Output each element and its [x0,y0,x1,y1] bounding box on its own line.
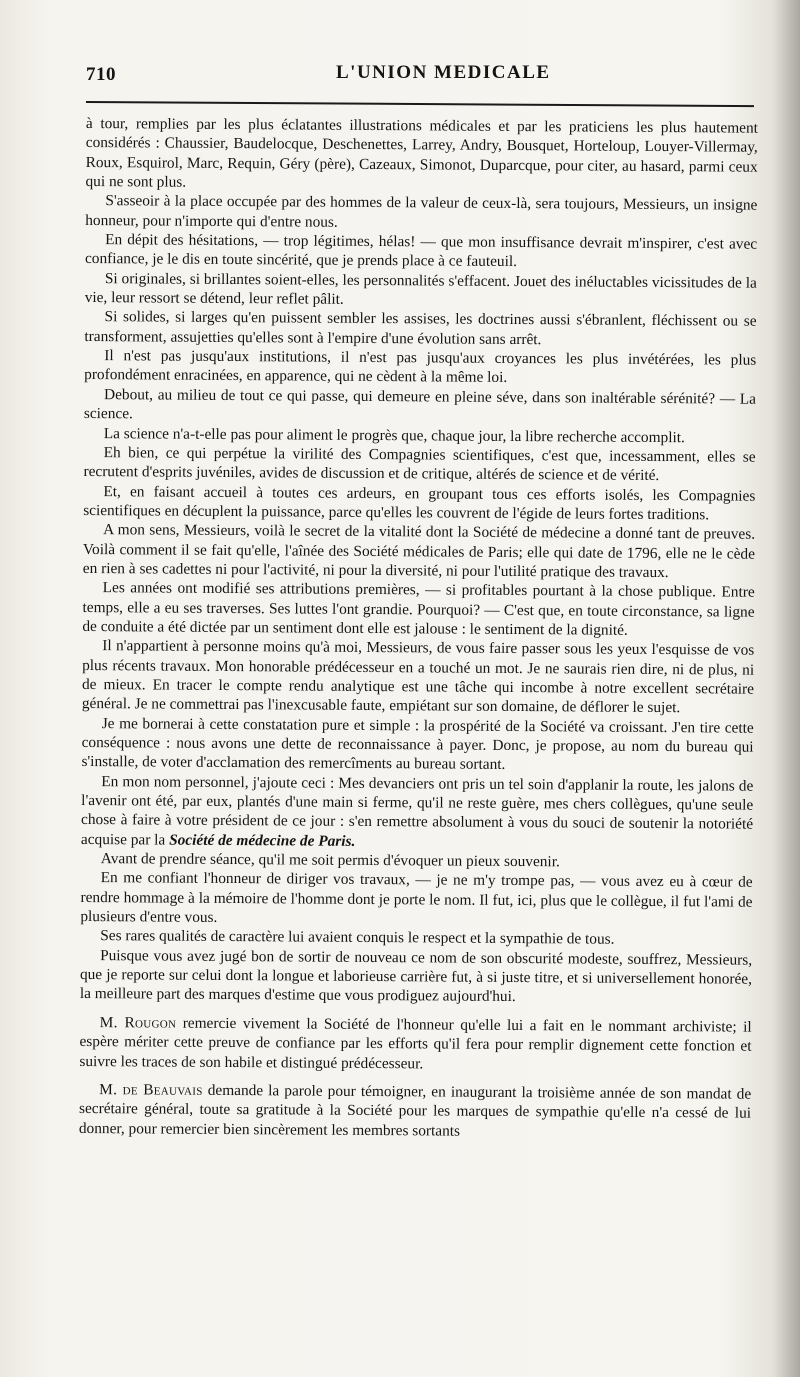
speaker-text: remercie vivement la Société de l'honneur qu'elle lui a fait en le nommant archiviste; il espère mériter cette preuve de confiance par les efforts qu'il fera pour remplir dignement cette fonction et suivre les traces de son habile et distingué prédécesseur. [79,1014,752,1072]
paragraph: Debout, au milieu de tout ce qui passe, qui demeure en pleine séve, dans son inaltérable sérénité? — La science. [83,385,757,423]
page-header [86,62,766,90]
paragraph: à tour, remplies par les plus éclatantes illustrations médicales et par les praticiens les plus hautement considérés : Chaussier, Baudelocque, Deschenettes, Larrey, Andry, Bousquet, Horteloup, Louyer-Villermay, Roux, Esquirol, Marc, Requin, Géry (père), Cazeaux, Simonot, Duparcque, pour citer, au hasard, parmi ceux qui ne sont plus. [85,114,758,191]
page-edge-shadow [772,0,800,1377]
paragraph: Si solides, si larges qu'en puissent sembler les assises, les doctrines aussi s'ébranlent, fléchissent ou se transforment, assujetties qu'elles sont à l'empire d'une évolution sans arrêt. [84,308,757,348]
paragraph: Ses rares qualités de caractère lui avaient conquis le respect et la sympathie de tous. [100,927,615,949]
paragraph: En me confiant l'honneur de diriger vos travaux, — je ne m'y trompe pas, — vous avez eu à cœur de rendre hommage à la mémoire de l'homme dont je porte le nom. Il fut, ici, plus que le collègue, il fut l'ami de plusieurs d'entre vous. [80,869,753,927]
article-body [79,114,758,1143]
paragraph: A mon sens, Messieurs, voilà le secret de la vitalité dont la Société de médecine a donné tant de preuves. Voilà comment il se fait qu'elle, l'aînée des Société médicales de Paris; elle qui date de 1796, elle ne le cède en rien à ses cadettes ni pour l'activité, ni pour la diversité, ni pour l'utilité pratique des travaux. [82,521,756,581]
speaker-text: demande la parole pour témoigner, en inaugurant la troisième année de son mandat de secrétaire général, toute sa gratitude à la Société pour les marques de sympathie qu'elle n'a cessé de lui donner, pour remercier bien sincèrement les membres sortants [78,1081,752,1140]
paragraph: La science n'a-t-elle pas pour aliment le progrès que, chaque jour, la libre recherche accomplit. [103,424,685,446]
paragraph: Il n'appartient à personne moins qu'à moi, Messieurs, de vous faire passer sous les yeux l'esquisse de vos plus récents travaux. Mon honorable prédécesseur en a touché un mot. Je ne saurais rien dire, ni de plus, ni de mieux. En tracer le compte rendu analytique est une tâche qui incombe à notre excellent secrétaire général. Je ne commettrai pas l'inexcusable faute, empiétant sur son domaine, de déflorer le sujet. [81,637,755,717]
paragraph: Eh bien, ce qui perpétue la virilité des Compagnies scientifiques, c'est que, incessamment, elles se recrutent d'esprits juvéniles, avides de discussion et de critique, altérés de science et de vérité. [83,443,756,485]
speaker-paragraph [79,1013,751,1076]
paragraph: Si originales, si brillantes soient-elles, les personnalités s'effacent. Jouet des inéluctables vicissitudes de la vie, leur ressort se détend, leur reflet pâlit. [84,269,757,308]
speaker-paragraph [79,1080,751,1143]
paragraph: Avant de prendre séance, qu'il me soit permis d'évoquer un pieux souvenir. [100,850,560,871]
page-number: 710 [86,64,116,85]
paragraph-text: En mon nom personnel, j'ajoute ceci : Mes devanciers ont pris un tel soin d'applanir la route, les jalons de l'avenir ont été, par eux, plantés d'une main si ferme, qu'il ne reste guère, mes chers collègues, qu'une seule chose à faire à votre président de ce jour : s'en remettre absolument à vous du souci de soutenir la notoriété acquise par la [80,772,754,849]
running-title: L'UNION MEDICALE [336,62,551,83]
paragraph: Les années ont modifié ses attributions premières, — si profitables pourtant à la chose publique. Entre temps, elle a eu ses traverses. Ses luttes l'ont grandie. Pourquoi? — C'est que, en toute circonstance, sa ligne de conduite a été dictée par un sentiment dont elle est jalouse : le sentiment de la dignité. [82,579,755,639]
speaker-name: M. Rougon [99,1013,177,1032]
paragraph: Et, en faisant accueil à toutes ces ardeurs, en groupant tous ces efforts isolés, les Compagnies scientifiques en décuplent la puissance, parce qu'elles les couvrent de l'égide de leurs fortes traditions. [83,482,756,524]
paragraph: Je me bornerai à cette constatation pure et simple : la prospérité de la Société va croissant. J'en tire cette conséquence : nous avons une dette de reconnaissance à payer. Donc, je propose, au nom du bureau qui s'installe, de voter d'acclamation des remercîments au bureau sortant. [81,714,754,774]
paragraph: En dépit des hésitations, — trop légitimes, hélas! — que mon insuffisance devrait m'inspirer, c'est avec confiance, je le dis en toute sincérité, que je prends place à ce fauteuil. [84,231,758,271]
paragraph: S'asseoir à la place occupée par des hommes de la valeur de ceux-là, sera toujours, Messieurs, un insigne honneur, pour n'importe qui d'entre nous. [85,192,758,231]
paragraph: Il n'est pas jusqu'aux institutions, il n'est pas jusqu'aux croyances les plus invétérées, les plus profondément enracinées, en apparence, qui ne cèdent à la même loi. [84,347,757,387]
society-name: Société de médecine de Paris. [169,831,356,850]
speaker-name: M. de Beauvais [99,1080,203,1099]
paragraph [81,772,754,854]
paragraph: Puisque vous avez jugé bon de sortir de nouveau ce nom de son obscurité modeste, souffrez, Messieurs, que je reporte sur celui dont la longue et laborieuse carrière fut, à si juste titre, et si universellement honorée, la meilleure part des marques d'estime que vous prodiguez aujourd'hui. [79,946,753,1006]
